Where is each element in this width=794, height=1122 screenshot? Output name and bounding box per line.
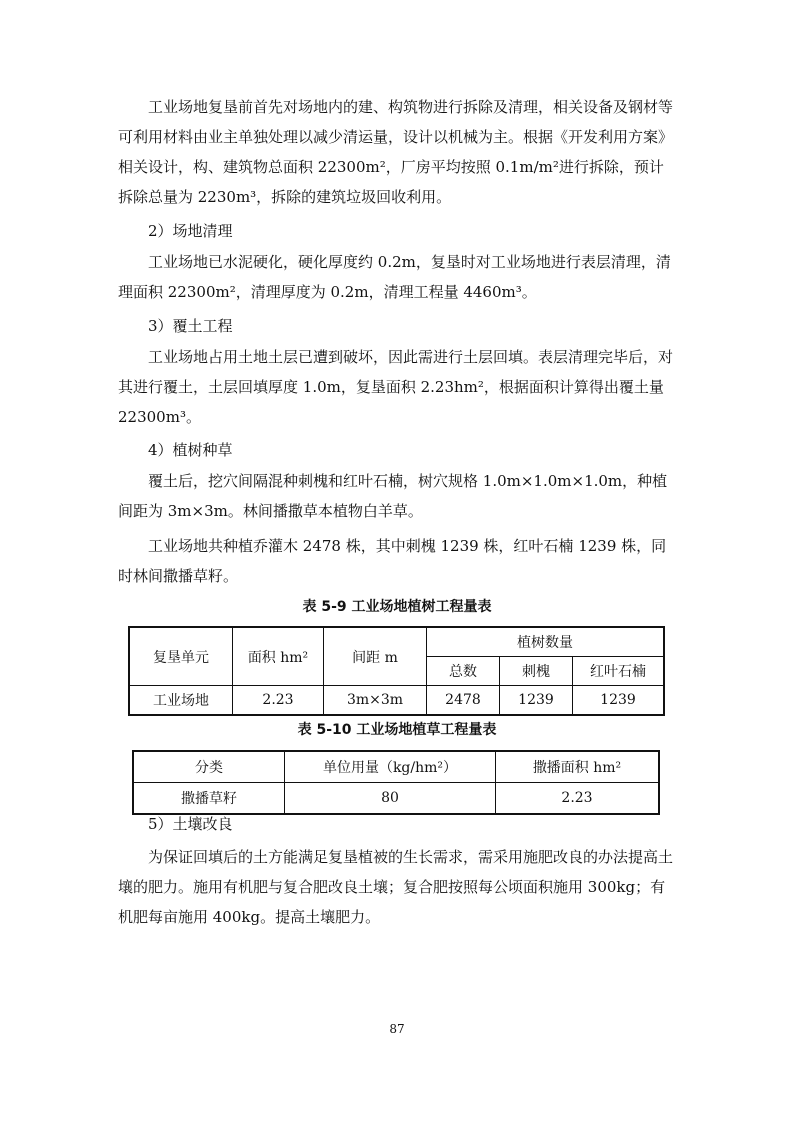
table1-header-count: 植树数量 <box>427 627 665 657</box>
tree-planting-table <box>128 626 665 716</box>
heading-planting: 4）植树种草 <box>148 441 233 459</box>
paragraph-soil-improvement: 为保证回填后的土方能满足复垦植被的生长需求，需采用施肥改良的办法提高土壤的肥力。施用有机肥与复合肥改良土壤；复合肥按照每公顷面积施用 300kg；有机肥每亩施用 400kg。提高土壤肥力。 <box>118 848 674 926</box>
grass-planting-table <box>132 750 660 815</box>
table2-caption: 表 5-10 工业场地植草工程量表 <box>297 722 497 738</box>
table1-header-locust: 刺槐 <box>500 657 573 686</box>
table1-header-area: 面积 hm² <box>233 627 324 686</box>
table1-header-unit: 复垦单元 <box>129 627 233 686</box>
table1-cell-locust: 1239 <box>500 686 573 716</box>
table1-cell-unit: 工业场地 <box>129 686 233 716</box>
table1-header-total: 总数 <box>427 657 500 686</box>
paragraph-soil-covering: 工业场地占用土地土层已遭到破坏，因此需进行土层回填。表层清理完毕后，对其进行覆土，土层回填厚度 1.0m，复垦面积 2.23hm²，根据面积计算得出覆土量 22300m³。 <box>118 348 674 426</box>
table2-cell-dose: 80 <box>285 783 496 815</box>
paragraph-planting: 覆土后，挖穴间隔混种刺槐和红叶石楠，树穴规格 1.0m×1.0m×1.0m，种植间距为 3m×3m。林间播撒草本植物白羊草。 <box>118 472 668 520</box>
table1-cell-spacing: 3m×3m <box>324 686 427 716</box>
table1-header-spacing: 间距 m <box>324 627 427 686</box>
table1-header-photinia: 红叶石楠 <box>573 657 665 686</box>
table2-header-area: 撒播面积 hm² <box>496 751 660 783</box>
table2-cell-area: 2.23 <box>496 783 660 815</box>
heading-soil-covering: 3）覆土工程 <box>148 317 233 335</box>
heading-site-clearing: 2）场地清理 <box>148 222 233 240</box>
heading-soil-improvement: 5）土壤改良 <box>148 815 233 833</box>
page-number: 87 <box>389 1022 405 1036</box>
table1-cell-total: 2478 <box>427 686 500 716</box>
table2-cell-type: 撒播草籽 <box>133 783 285 815</box>
table1-caption: 表 5-9 工业场地植树工程量表 <box>302 599 492 615</box>
paragraph-planting-count: 工业场地共种植乔灌木 2478 株，其中刺槐 1239 株，红叶石楠 1239 株，同时林间撒播草籽。 <box>118 537 667 585</box>
table1-cell-photinia: 1239 <box>573 686 665 716</box>
table2-header-type: 分类 <box>133 751 285 783</box>
table1-cell-area: 2.23 <box>233 686 324 716</box>
paragraph-demolition: 工业场地复垦前首先对场地内的建、构筑物进行拆除及清理，相关设备及钢材等可利用材料由业主单独处理以减少清运量，设计以机械为主。根据《开发利用方案》相关设计，构、建筑物总面积 22300m²，厂房平均按照 0.1m/m²进行拆除，预计拆除总量为 2230m³，拆除的建筑垃圾回收利用。 <box>118 98 674 206</box>
table-row <box>129 686 664 716</box>
paragraph-site-clearing: 工业场地已水泥硬化，硬化厚度约 0.2m，复垦时对工业场地进行表层清理，清理面积 22300m²，清理厚度为 0.2m，清理工程量 4460m³。 <box>118 253 671 301</box>
table2-header-dose: 单位用量（kg/hm²） <box>285 751 496 783</box>
